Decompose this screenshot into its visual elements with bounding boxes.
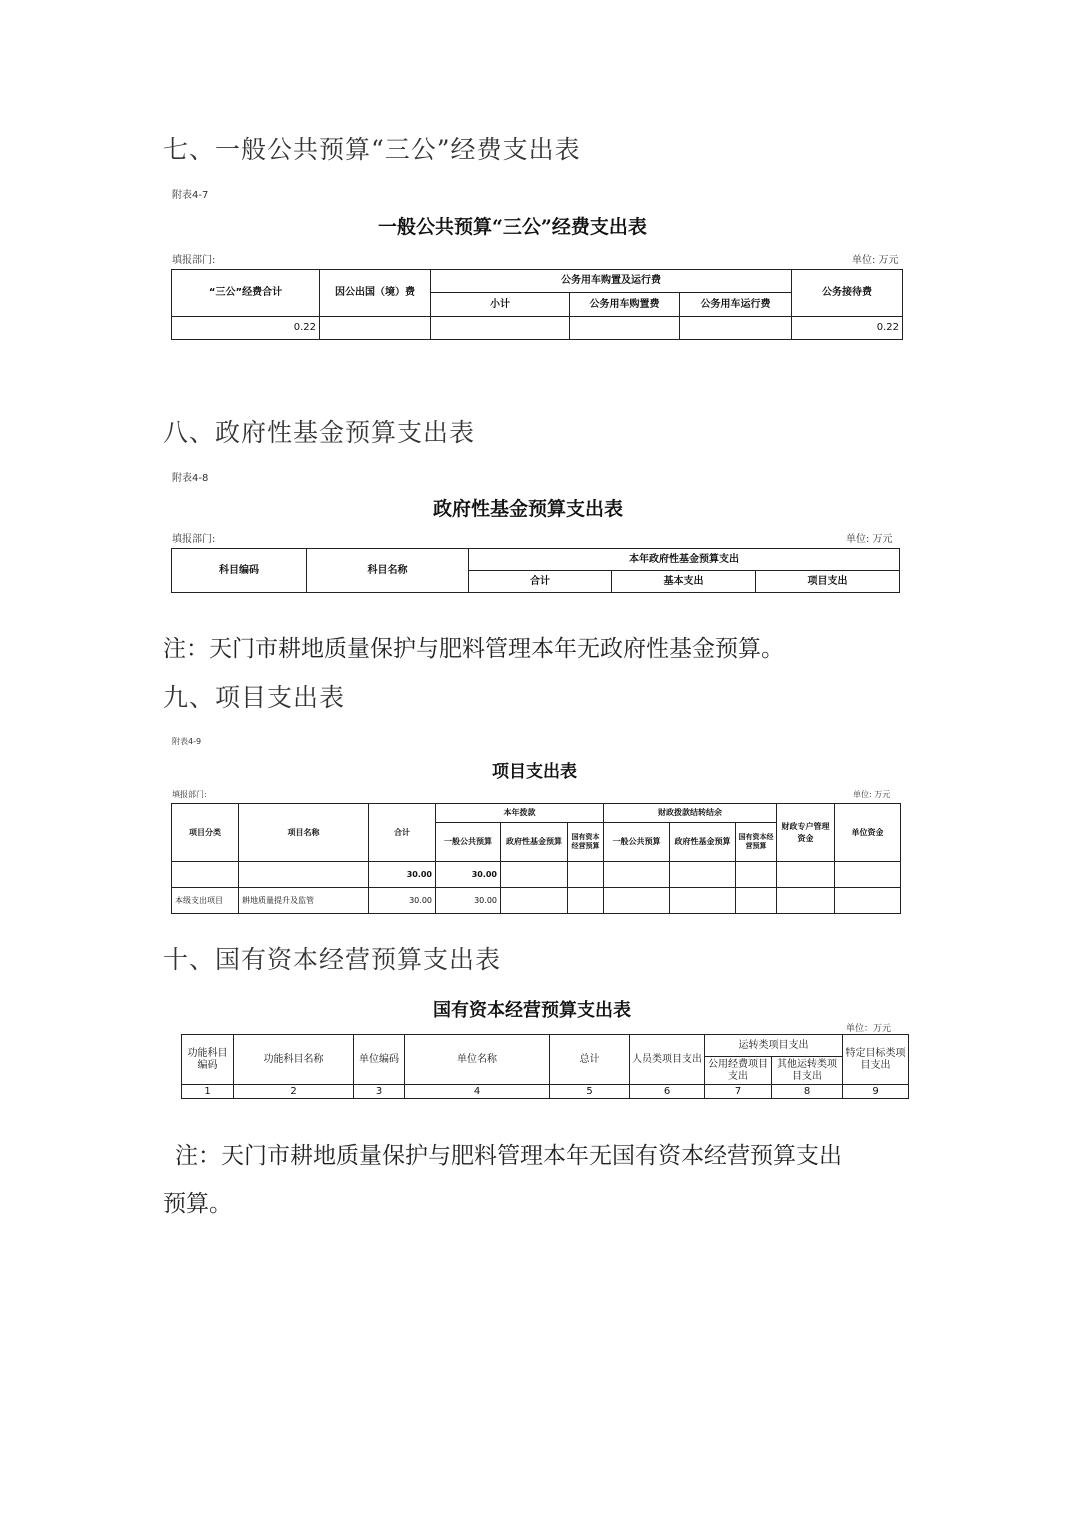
index-cell: 4 (405, 1085, 550, 1099)
header-name: 项目名称 (239, 804, 369, 862)
header-unit-name: 单位名称 (405, 1035, 550, 1085)
cell-empty (568, 888, 604, 914)
header-sum: 合计 (469, 571, 612, 593)
header-project: 项目支出 (756, 571, 900, 593)
table-title: 一般公共预算“三公”经费支出表 (378, 216, 647, 238)
cell-total: 30.00 (369, 888, 436, 914)
header-code: 科目编码 (172, 549, 307, 593)
cell-empty (777, 862, 835, 888)
header-operating-group: 运转类项目支出 (705, 1035, 843, 1057)
header-unit-funds: 单位资金 (835, 804, 901, 862)
header-total: 总计 (550, 1035, 630, 1085)
cell-empty (736, 888, 777, 914)
header-other-operating: 其他运转类项目支出 (772, 1057, 843, 1085)
header-general: 一般公共预算 (436, 823, 501, 862)
table-title: 国有资本经营预算支出表 (433, 1000, 631, 1021)
header-vehicle-group: 公务用车购置及运行费 (431, 270, 792, 293)
project-expense-table (171, 803, 901, 914)
cell-category (172, 862, 239, 888)
index-cell: 1 (182, 1085, 234, 1099)
unit-label: 单位: 万元 (846, 534, 893, 545)
cell-total: 0.22 (172, 317, 320, 340)
cell-empty (501, 862, 568, 888)
header-total: 合计 (369, 804, 436, 862)
cell-empty (501, 888, 568, 914)
table-row (172, 862, 901, 888)
header-abroad: 因公出国（境）费 (320, 270, 431, 317)
header-total: “三公”经费合计 (172, 270, 320, 317)
header-func-code: 功能科目编码 (182, 1035, 234, 1085)
cell-operation (680, 317, 792, 340)
table-title: 项目支出表 (492, 762, 577, 782)
cell-empty (736, 862, 777, 888)
header-name: 科目名称 (307, 549, 469, 593)
cell-empty (604, 888, 670, 914)
section-8-heading: 八、政府性基金预算支出表 (163, 418, 476, 447)
section-7-heading: 七、一般公共预算“三公”经费支出表 (163, 135, 581, 164)
unit-label: 单位: 万元 (852, 255, 899, 266)
cell-name: 耕地质量提升及监管 (239, 888, 369, 914)
header-special-account: 财政专户管理资金 (777, 804, 835, 862)
note-state-capital-line2: 预算。 (163, 1191, 232, 1217)
header-carry-gov-fund: 政府性基金预算 (670, 823, 736, 862)
unit-label: 单位: 万元 (853, 790, 891, 799)
section-10-heading: 十、国有资本经营预算支出表 (163, 945, 502, 974)
cell-subtotal (431, 317, 570, 340)
dept-label: 填报部门: (172, 790, 207, 799)
header-state-capital: 国有资本经营预算 (568, 823, 604, 862)
cell-empty (670, 888, 736, 914)
unit-label: 单位：万元 (846, 1024, 892, 1034)
cell-empty (604, 862, 670, 888)
cell-general: 30.00 (436, 888, 501, 914)
header-basic: 基本支出 (612, 571, 756, 593)
index-cell: 8 (772, 1085, 843, 1099)
table-row (172, 317, 903, 340)
header-carry-group: 财政拨款结转结余 (604, 804, 777, 823)
section-9-heading: 九、项目支出表 (163, 683, 346, 712)
cell-empty (835, 862, 901, 888)
header-personnel: 人员类项目支出 (630, 1035, 705, 1085)
cell-empty (568, 862, 604, 888)
cell-total: 30.00 (369, 862, 436, 888)
header-public-funds: 公用经费项目支出 (705, 1057, 772, 1085)
index-row (182, 1085, 909, 1099)
cell-empty (777, 888, 835, 914)
government-fund-table (171, 548, 900, 593)
index-cell: 6 (630, 1085, 705, 1099)
cell-reception: 0.22 (792, 317, 903, 340)
dept-label: 填报部门: (172, 534, 216, 545)
annex-label: 附表4-9 (172, 737, 202, 746)
header-specific: 特定目标类项目支出 (843, 1035, 909, 1085)
index-cell: 7 (705, 1085, 772, 1099)
header-carry-general: 一般公共预算 (604, 823, 670, 862)
note-government-fund: 注：天门市耕地质量保护与肥料管理本年无政府性基金预算。 (163, 636, 784, 662)
cell-empty (835, 888, 901, 914)
header-func-name: 功能科目名称 (234, 1035, 354, 1085)
header-subtotal: 小计 (431, 293, 570, 317)
header-alloc-group: 本年拨款 (436, 804, 604, 823)
cell-empty (670, 862, 736, 888)
table-row (172, 888, 901, 914)
header-purchase: 公务用车购置费 (570, 293, 680, 317)
index-cell: 2 (234, 1085, 354, 1099)
cell-abroad (320, 317, 431, 340)
header-carry-state-capital: 国有资本经营预算 (736, 823, 777, 862)
state-capital-table (181, 1034, 909, 1099)
cell-category: 本级支出项目 (172, 888, 239, 914)
cell-purchase (570, 317, 680, 340)
annex-label: 附表4-8 (172, 473, 209, 484)
header-operation: 公务用车运行费 (680, 293, 792, 317)
header-reception: 公务接待费 (792, 270, 903, 317)
index-cell: 5 (550, 1085, 630, 1099)
header-unit-code: 单位编码 (354, 1035, 405, 1085)
header-group: 本年政府性基金预算支出 (469, 549, 900, 571)
cell-general: 30.00 (436, 862, 501, 888)
cell-name (239, 862, 369, 888)
note-state-capital-line1: 注：天门市耕地质量保护与肥料管理本年无国有资本经营预算支出 (175, 1143, 842, 1169)
index-cell: 3 (354, 1085, 405, 1099)
header-gov-fund: 政府性基金预算 (501, 823, 568, 862)
three-public-expense-table (171, 269, 903, 340)
header-category: 项目分类 (172, 804, 239, 862)
dept-label: 填报部门: (172, 255, 216, 266)
table-title: 政府性基金预算支出表 (433, 498, 624, 520)
index-cell: 9 (843, 1085, 909, 1099)
annex-label: 附表4-7 (172, 190, 209, 201)
